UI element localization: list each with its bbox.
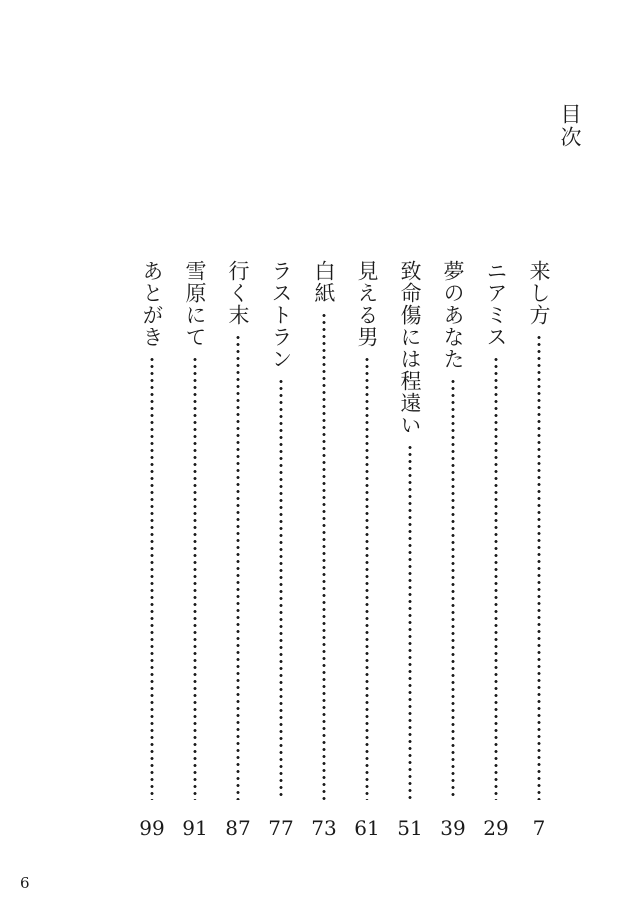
- toc-entry-page: 51: [397, 816, 423, 840]
- toc-entry-title: 見える男: [355, 260, 379, 348]
- toc-entry[interactable]: [438, 260, 468, 840]
- toc-entry-page: 61: [354, 816, 380, 840]
- toc-entry-title: あとがき: [140, 260, 164, 348]
- toc-entry-title: ニアミス: [484, 260, 508, 348]
- toc-entry-page: 39: [440, 816, 466, 840]
- toc-entry[interactable]: [395, 260, 425, 840]
- toc-entry-page: 87: [225, 816, 251, 840]
- toc-entry[interactable]: [137, 260, 167, 840]
- toc-entry-page: 91: [182, 816, 208, 840]
- toc-entry[interactable]: [180, 260, 210, 840]
- toc-entry-title: 行く末: [226, 260, 250, 326]
- toc-entry-title: ラストラン: [269, 260, 293, 370]
- toc-entry-title: 夢のあなた: [441, 260, 465, 370]
- toc-entry[interactable]: [223, 260, 253, 840]
- toc-entry[interactable]: [524, 260, 554, 840]
- page-number: 6: [20, 874, 30, 892]
- toc-entry[interactable]: [481, 260, 511, 840]
- toc-entry-page: 77: [268, 816, 294, 840]
- toc-entry-page: 7: [532, 816, 546, 840]
- toc-entry-title: 来し方: [527, 260, 551, 326]
- toc-heading: 目次: [558, 103, 582, 149]
- toc-entry-page: 73: [311, 816, 337, 840]
- toc-entry[interactable]: [266, 260, 296, 840]
- toc-entry-page: 99: [139, 816, 165, 840]
- toc-entry[interactable]: [309, 260, 339, 840]
- toc-entry-title: 致命傷には程遠い: [398, 260, 422, 436]
- toc-entry[interactable]: [352, 260, 382, 840]
- toc-entry-page: 29: [483, 816, 509, 840]
- toc-entry-title: 雪原にて: [183, 260, 207, 348]
- toc-entry-title: 白紙: [312, 260, 336, 304]
